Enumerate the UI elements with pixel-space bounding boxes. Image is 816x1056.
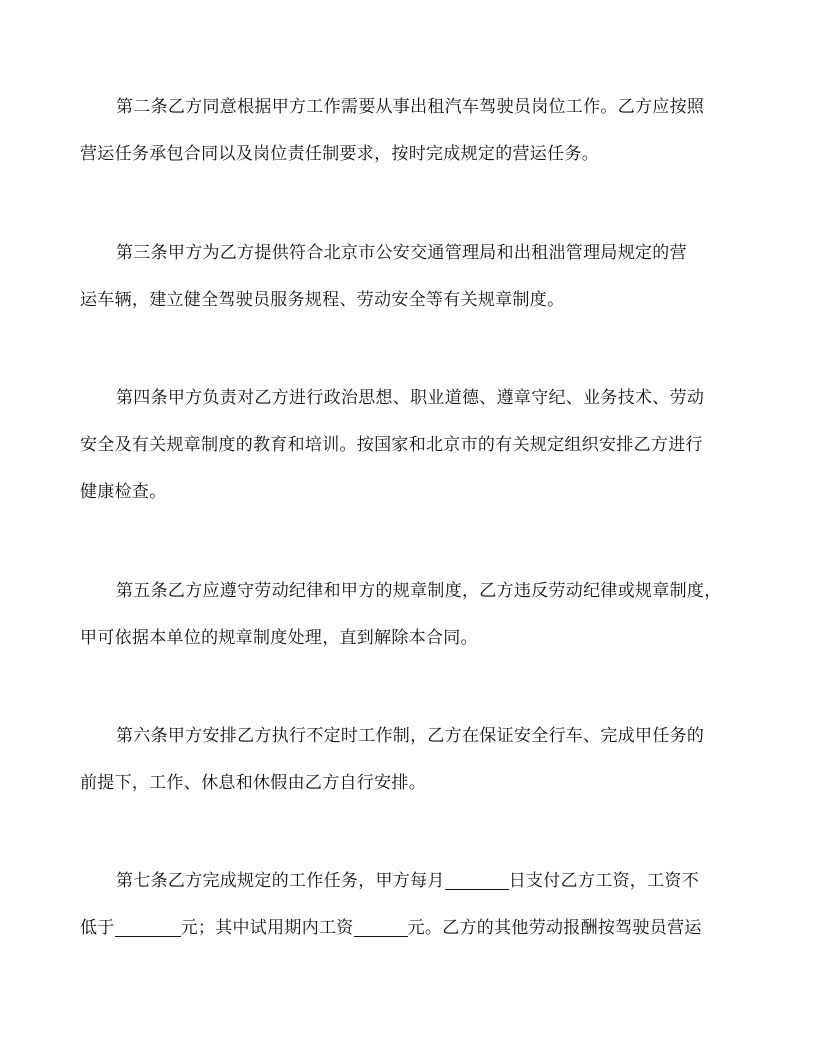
text-line: 第二条乙方同意根据甲方工作需要从事出租汽车驾驶员岗位工作。乙方应按照 xyxy=(116,97,705,117)
paragraph-article-2 xyxy=(80,84,752,178)
text-segment: 元。乙方的其他劳动报酬按驾驶员营运 xyxy=(407,918,702,938)
paragraph-article-6 xyxy=(80,713,752,807)
text-line xyxy=(80,905,752,952)
text-line: 运车辆，建立健全驾驶员服务规程、劳动安全等有关规章制度。 xyxy=(80,290,565,310)
paragraph-article-4 xyxy=(80,375,752,516)
text-line: 安全及有关规章制度的教育和培训。按国家和北京市的有关规定组织安排乙方进行 xyxy=(80,435,703,455)
text-segment: 元；其中试用期内工资 xyxy=(180,918,354,938)
text-line: 第四条甲方负责对乙方进行政治思想、职业道德、遵章守纪、业务技术、劳动 xyxy=(116,388,705,408)
text-line xyxy=(80,858,752,905)
text-line: 第三条甲方为乙方提供符合北京市公安交通管理局和出租泏管理局规定的营 xyxy=(116,243,687,263)
text-line: 前提下，工作、休息和休假由乙方自行安排。 xyxy=(80,773,426,793)
text-line: 健康检查。 xyxy=(80,482,167,502)
text-line: 甲可依据本单位的规章制度处理，直到解除本合同。 xyxy=(80,628,478,648)
text-line: 第六条甲方安排乙方执行不定时工作制，乙方在保证安全行车、完成甲任务的 xyxy=(116,726,705,746)
text-segment: 第七条乙方完成规定的工作任务，甲方每月 xyxy=(116,871,445,891)
text-line: 第五条乙方应遵守劳动纪律和甲方的规章制度，乙方违反劳动纪律或规章制度， xyxy=(116,581,722,601)
paragraph-article-5 xyxy=(80,568,752,662)
fill-in-blank-minimum-wage[interactable] xyxy=(115,918,181,937)
paragraph-article-7 xyxy=(80,858,752,952)
fill-in-blank-trial-wage[interactable] xyxy=(354,918,408,937)
text-segment: 低于 xyxy=(80,918,115,938)
text-segment: 日支付乙方工资，工资不 xyxy=(508,871,700,891)
paragraph-article-3 xyxy=(80,230,752,324)
text-line: 营运任务承包合同以及岗位责任制要求，按时完成规定的营运任务。 xyxy=(80,144,599,164)
fill-in-blank-pay-day[interactable] xyxy=(445,871,509,890)
